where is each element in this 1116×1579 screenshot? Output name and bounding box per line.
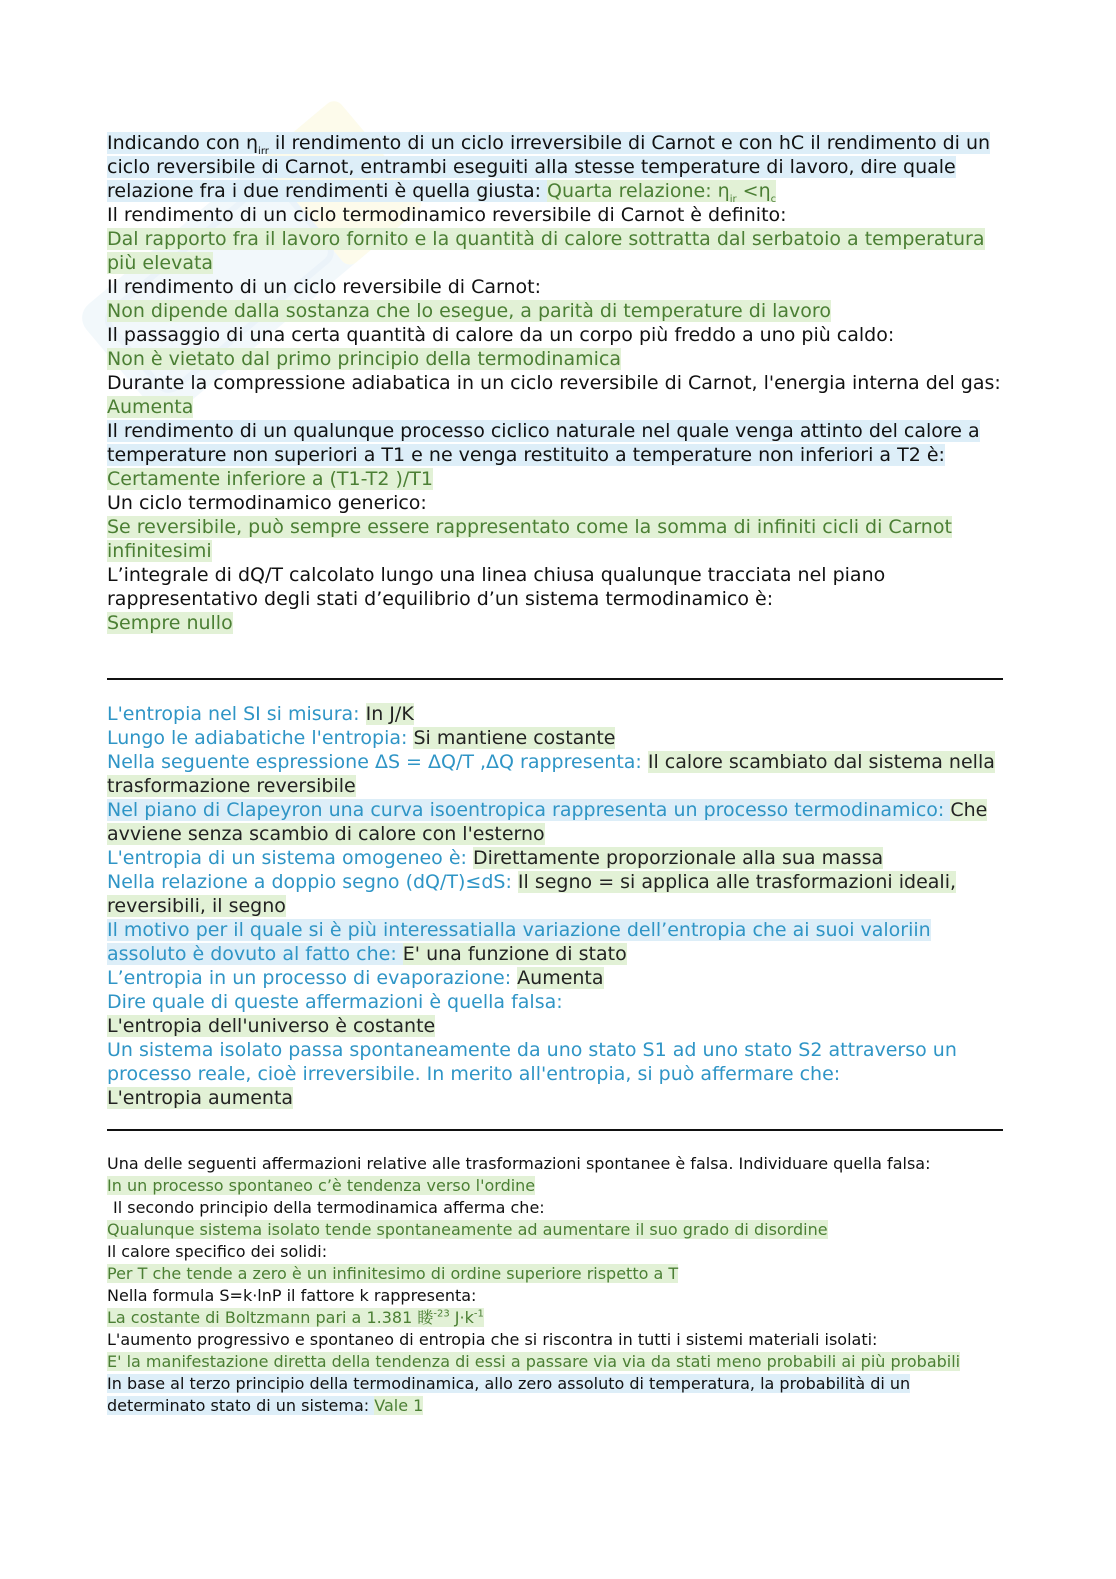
answer-4: La costante di Boltzmann pari a 1.381 䁖$^{-23}$ $J\cdot k^{-1}$ xyxy=(107,1308,484,1327)
answer-1: Quarta relazione: $\eta_{ir} <\eta_c$ xyxy=(547,180,777,205)
question-2: Il secondo principio della termodinamica afferma che: xyxy=(113,1198,545,1217)
qa-row: Nella relazione a doppio segno (dQ/T)≤dS: Il segno = si applica alle trasformazioni ideali, reversibili, il segno xyxy=(107,871,957,917)
answer-9: L'entropia dell'universo è costante xyxy=(107,1015,436,1037)
divider-2 xyxy=(107,1129,1003,1131)
qa-row: Nella seguente espressione ΔS = ΔQ/T ,ΔQ rappresenta: Il calore scambiato dal sistema nella trasformazione reversibile xyxy=(107,751,995,797)
question-1: Una delle seguenti affermazioni relative alle trasformazioni spontanee è falsa. Individuare quella falsa: xyxy=(107,1154,931,1173)
question-1-subscript: irr xyxy=(258,145,269,157)
question-1 xyxy=(107,131,1007,203)
answer-7: Se reversibile, può sempre essere rappresentato come la somma di infiniti cicli di Carnot infinitesimi xyxy=(107,516,952,562)
qa-row: L'entropia nel SI si misura: In J/K xyxy=(107,703,414,725)
answer-1: In un processo spontaneo c’è tendenza verso l'ordine xyxy=(107,1176,536,1195)
answer-8: Sempre nullo xyxy=(107,612,233,634)
answer-4: Non è vietato dal primo principio della termodinamica xyxy=(107,348,621,370)
qa-row: Nel piano di Clapeyron una curva isoentropica rappresenta un processo termodinamico: Che avviene senza scambio di calore con l'esterno xyxy=(107,799,988,845)
section-spontaneous xyxy=(107,1153,1007,1417)
answer-5: Aumenta xyxy=(107,396,194,418)
qa-row: Il motivo per il quale si è più interessatialla variazione dell’entropia che ai suoi valoriin assoluto è dovuto al fatto che: E' una funzione di stato xyxy=(107,919,931,965)
question-8: L’integrale di dQ/T calcolato lungo una linea chiusa qualunque tracciata nel piano rappresentativo degli stati d’equilibrio d’un sistema termodinamico è: xyxy=(107,564,886,610)
question-5: L'aumento progressivo e spontaneo di entropia che si riscontra in tutti i sistemi materiali isolati: xyxy=(107,1330,878,1349)
answer-2: Qualunque sistema isolato tende spontaneamente ad aumentare il suo grado di disordine xyxy=(107,1220,828,1239)
question-6: Il rendimento di un qualunque processo ciclico naturale nel quale venga attinto del calore a temperature non superiori a T1 e ne venga restituito a temperature non inferiori a T2 è: Certamente inferiore a (T1-T2 )/T1 xyxy=(107,420,980,490)
answer-3: Non dipende dalla sostanza che lo esegue, a parità di temperature di lavoro xyxy=(107,300,831,322)
question-5: Durante la compressione adiabatica in un ciclo reversibile di Carnot, l'energia interna del gas: xyxy=(107,372,1001,394)
question-1-text-b: il rendimento di un ciclo irreversibile di Carnot e con hC il rendimento di un ciclo reversibile di Carnot, entrambi eseguiti alla stesse temperature di lavoro, dire quale relazione fra i due rendimenti è quella giusta: xyxy=(107,132,991,202)
question-10: Un sistema isolato passa spontaneamente da uno stato S1 ad uno stato S2 attraverso un processo reale, cioè irreversibile. In merito all'entropia, si può affermare che: xyxy=(107,1039,957,1085)
question-4: Il passaggio di una certa quantità di calore da un corpo più freddo a uno più caldo: xyxy=(107,324,895,346)
answer-5: E' la manifestazione diretta della tendenza di essi a passare via via da stati meno probabili ai più probabili xyxy=(107,1352,961,1371)
question-6: In base al terzo principio della termodinamica, allo zero assoluto di temperatura, la probabilità di un determinato stato di un sistema: Vale 1 xyxy=(107,1374,911,1415)
qa-row: L’entropia in un processo di evaporazione: Aumenta xyxy=(107,967,604,989)
divider-1 xyxy=(107,678,1003,680)
answer-6: Vale 1 xyxy=(374,1396,424,1415)
question-2: Il rendimento di un ciclo termodinamico reversibile di Carnot è definito: xyxy=(107,204,787,226)
answer-3: Per T che tende a zero è un infinitesimo di ordine superiore rispetto a T xyxy=(107,1264,679,1283)
question-3: Il calore specifico dei solidi: xyxy=(107,1242,328,1261)
qa-row: Lungo le adiabatiche l'entropia: Si mantiene costante xyxy=(107,727,616,749)
question-1-text-a: Indicando con η xyxy=(107,132,259,154)
answer-6: Certamente inferiore a (T1-T2 )/T1 xyxy=(107,468,433,490)
section-entropy xyxy=(107,702,1007,1110)
question-3: Il rendimento di un ciclo reversibile di Carnot: xyxy=(107,276,541,298)
answer-2: Dal rapporto fra il lavoro fornito e la quantità di calore sottratta dal serbatoio a temperatura più elevata xyxy=(107,228,985,274)
question-4: Nella formula S=k·lnP il fattore k rappresenta: xyxy=(107,1286,477,1305)
question-9: Dire quale di queste affermazioni è quella falsa: xyxy=(107,991,563,1013)
section-carnot xyxy=(107,131,1007,635)
answer-10: L'entropia aumenta xyxy=(107,1087,294,1109)
qa-row: L'entropia di un sistema omogeneo è: Direttamente proporzionale alla sua massa xyxy=(107,847,884,869)
question-7: Un ciclo termodinamico generico: xyxy=(107,492,427,514)
